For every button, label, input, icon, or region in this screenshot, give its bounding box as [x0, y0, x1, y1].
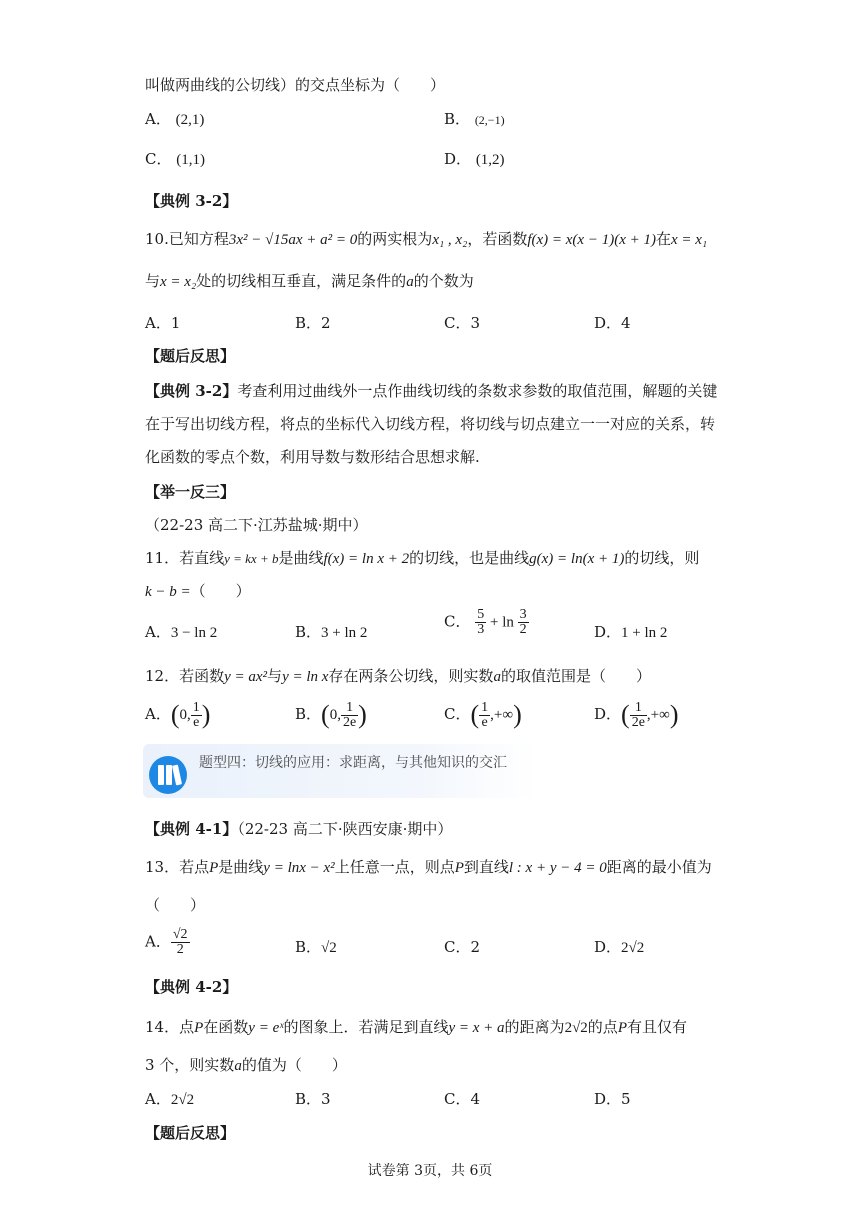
source-jiangsu: （22-23 高二下·江苏盐城·期中） [145, 516, 368, 534]
q10-line-1: 10.已知方程3x² − √15ax + a² = 0的两实根为x₁ , x₂，若函数f(x) = x(x − 1)(x + 1)在x = x₁ [145, 230, 708, 248]
q13-option-a: A． $\frac{√2}{2}$ [145, 927, 188, 957]
q13-line-1: 13．若点P是曲线y = lnx − x²上任意一点，则点P到直线l : x + y − 4 = 0距离的最小值为 [145, 858, 712, 876]
q14-option-b: B．3 [295, 1090, 331, 1108]
page-footer: 试卷第 3页，共 6页 [367, 1163, 493, 1179]
q13-option-b: B．√2 [295, 938, 337, 956]
q13-option-d: D．2√2 [594, 938, 645, 956]
q12-option-a: A．(0, $\frac{1}{e}$ ) [145, 699, 211, 730]
q13-option-c: C．2 [444, 938, 481, 956]
q10-option-b: B．2 [295, 314, 331, 332]
q11-line-2: k − b =（ ） [145, 582, 251, 600]
q11-option-d: D．1 + ln 2 [594, 623, 668, 641]
q14-option-d: D．5 [594, 1090, 631, 1108]
q9-stem-tail: 叫做两曲线的公切线）的交点坐标为（ ） [145, 76, 446, 94]
q9-option-b: B． (2,−1) [444, 110, 505, 128]
q11-option-b: B．3 + ln 2 [295, 623, 368, 641]
heading-reflection-2: 【题后反思】 [145, 1124, 236, 1142]
q10-option-c: C．3 [444, 314, 481, 332]
section-banner [143, 744, 538, 798]
q13-line-2: （ ） [145, 896, 206, 914]
q10-option-a: A．1 [145, 314, 181, 332]
q10-option-d: D．4 [594, 314, 631, 332]
heading-example-3-2: 【典例 3-2】 [145, 192, 238, 210]
q12-option-c: C．( $\frac{1}{e}$ ,+∞) [444, 699, 522, 730]
q11-option-a: A．3 − ln 2 [145, 623, 218, 641]
reflection-line-1: 【典例 3-2】考查利用过曲线外一点作曲线切线的条数求参数的取值范围，解题的关键 [145, 382, 718, 400]
heading-reflection-1: 【题后反思】 [145, 347, 236, 365]
heading-example-4-2: 【典例 4-2】 [145, 978, 238, 996]
q9-option-d: D． (1,2) [444, 150, 505, 168]
q12-option-d: D．( $\frac{1}{2e}$ ,+∞) [594, 699, 679, 730]
q10-line-2: 与x = x₂处的切线相互垂直，满足条件的a的个数为 [145, 272, 474, 290]
reflection-line-3: 化函数的零点个数，利用导数与数形结合思想求解. [145, 448, 480, 466]
q11-line-1: 11．若直线y = kx + b是曲线f(x) = ln x + 2的切线，也是曲线g(x) = ln(x + 1)的切线，则 [145, 549, 700, 567]
reflection-line-2: 在于写出切线方程，将点的坐标代入切线方程，将切线与切点建立一一对应的关系，转 [145, 415, 716, 433]
q12-line-1: 12．若函数y = ax²与y = ln x存在两条公切线，则实数a的取值范围是（ ） [145, 667, 651, 685]
q11-option-c: C． $\frac{5}{3}$ + ln $\frac{3}{2}$ [444, 607, 527, 637]
q14-option-a: A．2√2 [145, 1090, 195, 1108]
q9-option-a: A． (2,1) [145, 110, 205, 128]
heading-practice: 【举一反三】 [145, 483, 236, 501]
q12-option-b: B．(0, $\frac{1}{2e}$ ) [295, 699, 367, 730]
banner-title: 题型四：切线的应用：求距离，与其他知识的交汇 [199, 755, 507, 771]
source-shaanxi: 【典例 4-1】（22-23 高二下·陕西安康·期中） [145, 820, 453, 838]
q14-option-c: C．4 [444, 1090, 481, 1108]
q14-line-1: 14．点P在函数y = eˣ的图象上．若满足到直线y = x + a的距离为2√2的点P有且仅有 [145, 1018, 687, 1036]
q9-option-c: C． (1,1) [145, 150, 206, 168]
q14-line-2: 3 个，则实数a的值为（ ） [145, 1056, 347, 1074]
books-icon [149, 756, 187, 794]
